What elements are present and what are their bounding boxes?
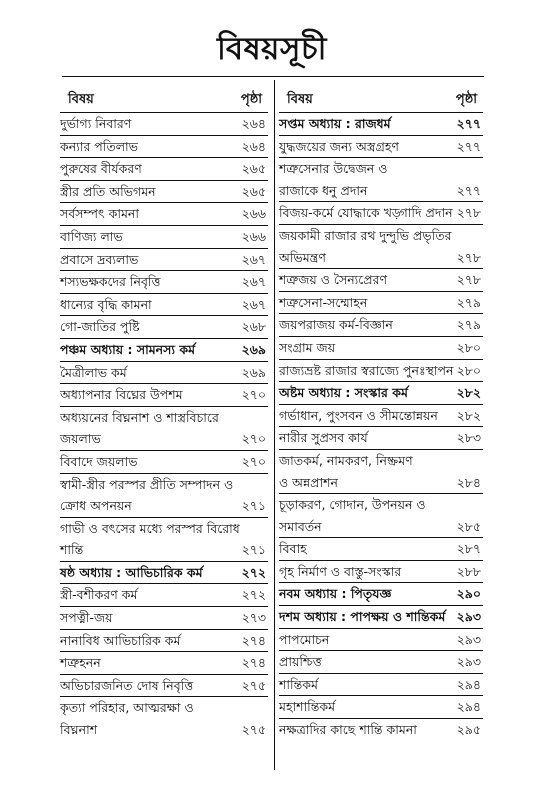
toc-entry	[279, 629, 483, 652]
toc-entry	[60, 407, 268, 429]
entry-title: জয়পরাজয় কর্ম-বিজ্ঞান	[279, 317, 393, 333]
entry-page-number: ২৬৯	[241, 364, 266, 380]
entry-page-number: ২৮৫	[456, 518, 481, 534]
entry-title: স্ত্রী-বশীকরণ কর্ম	[60, 587, 138, 603]
entry-page-number: ২৯০	[456, 586, 481, 602]
toc-entry	[279, 674, 483, 697]
entry-page-number: ২৮৭	[456, 541, 481, 557]
toc-entry	[60, 495, 268, 518]
entry-page-number: ২৯৫	[456, 722, 481, 738]
column-divider	[274, 80, 275, 770]
entry-title: প্রায়শ্চিত্ত	[279, 654, 322, 670]
entry-title: শান্তি	[60, 542, 84, 558]
entry-page-number: ২৬৫	[241, 161, 266, 177]
entry-page-number: ২৮২	[456, 385, 481, 401]
entry-title: জাতকর্ম, নামকরণ, নিষ্ক্রমণ	[279, 452, 413, 468]
entry-page-number: ২৭৭	[456, 116, 481, 131]
entry-page-number: ২৭৮	[456, 272, 481, 288]
toc-entry	[279, 202, 483, 225]
entry-title: স্বামী-স্ত্রীর পরস্পর প্রীতি সম্পাদন ও	[60, 476, 234, 492]
toc-left-column	[60, 86, 268, 741]
entry-page-number: ২৮০	[456, 362, 481, 378]
entry-title: শত্রুসেনার উদ্বেজন ও	[279, 161, 388, 177]
toc-entry	[279, 360, 483, 383]
entry-title: কন্যার পতিলাভ	[60, 138, 138, 154]
entry-title: অভিচারজনিত দোষ নিবৃত্তি	[60, 677, 194, 693]
entry-page-number: ২৭৮	[456, 205, 481, 221]
entry-page-number: ২৬৪	[241, 116, 266, 131]
subject-header: বিষয়	[287, 92, 313, 107]
entry-title: মহাশান্তিকর্ম	[279, 699, 336, 715]
toc-entry	[279, 651, 483, 674]
chapter-heading	[60, 562, 268, 585]
toc-entry	[60, 249, 268, 272]
left-entry-list	[60, 113, 268, 741]
entry-title: শত্রুসেনা-সম্মোহন	[279, 294, 368, 310]
entry-title: জয়কামী রাজার রথ দুন্দুভি প্রভৃতির	[279, 227, 452, 243]
entry-title: গাভী ও বৎসের মধ্যে পরস্পর বিরোধ	[60, 520, 240, 536]
entry-page-number: ২৬৭	[241, 296, 266, 312]
toc-entry	[279, 561, 483, 584]
toc-entry	[279, 427, 483, 450]
toc-entry	[279, 405, 483, 428]
entry-page-number: ২৮৪	[456, 474, 481, 490]
entry-title: গো-জাতির পুষ্টি	[60, 319, 140, 335]
entry-title: বিঘ্ননাশ	[60, 722, 98, 738]
page-title: বিষয়সূচী	[216, 31, 328, 67]
entry-page-number: ২৭২	[241, 587, 266, 603]
entry-page-number: ২৯৩	[456, 609, 481, 625]
toc-entry	[279, 158, 483, 180]
toc-entry	[60, 697, 268, 719]
entry-title: শস্যভক্ষকদের নিবৃত্তি	[60, 274, 161, 290]
entry-title: পঞ্চম অধ্যায় : সামনস্য কর্ম	[60, 341, 196, 357]
entry-title: নবম অধ্যায় : পিতৃযজ্ঞ	[279, 586, 392, 602]
entry-page-number: ২৭০	[241, 387, 266, 403]
chapter-heading	[279, 583, 483, 606]
chapter-heading	[279, 606, 483, 629]
entry-page-number: ২৮৩	[456, 430, 481, 446]
toc-entry	[60, 113, 268, 136]
entry-title: নারীর সুপ্রসব কার্য	[279, 430, 368, 446]
entry-title: কৃত্যা পরিহার, আত্মরক্ষা ও	[60, 700, 194, 716]
entry-page-number: ২৭৪	[241, 632, 266, 648]
toc-entry	[279, 225, 483, 247]
subject-header: বিষয়	[68, 92, 94, 107]
entry-title: রাজাকে ধনু প্রদান	[279, 182, 368, 198]
toc-entry	[60, 316, 268, 339]
toc-entry	[60, 584, 268, 607]
entry-title: অধ্যাপনার বিঘ্নের উপশম	[60, 387, 183, 403]
entry-page-number: ২৬৬	[241, 206, 266, 222]
entry-page-number: ২৯৩	[456, 654, 481, 670]
toc-entry	[60, 203, 268, 226]
entry-title: নক্ষত্রাদির কাছে শান্তি কামনা	[279, 722, 417, 738]
entry-page-number: ২৮৮	[456, 563, 481, 579]
entry-title: সংগ্রাম জয়	[279, 339, 336, 355]
entry-page-number: ২৯৪	[456, 676, 481, 692]
toc-entry	[60, 294, 268, 317]
entry-page-number: ২৭৪	[241, 655, 266, 671]
toc-entry	[279, 292, 483, 315]
chapter-heading	[60, 339, 268, 362]
entry-page-number: ২৬৬	[241, 228, 266, 244]
entry-page-number: ২৬৪	[241, 138, 266, 154]
chapter-heading	[279, 382, 483, 405]
entry-title: শান্তিকর্ম	[279, 676, 318, 692]
entry-page-number: ২৭০	[241, 453, 266, 469]
entry-page-number: ২৭৯	[456, 294, 481, 310]
entry-page-number: ২৭২	[241, 564, 266, 580]
entry-title: শত্রুজয় ও সৈন্যপ্রেরণ	[279, 272, 388, 288]
entry-title: ধান্যের বৃদ্ধি কামনা	[60, 296, 152, 312]
toc-entry	[60, 384, 268, 407]
entry-page-number: ২৭০	[241, 431, 266, 447]
entry-title: স্ত্রীর প্রতি অভিগমন	[60, 183, 156, 199]
entry-title: সপ্তম অধ্যায় : রাজধর্ম	[279, 116, 391, 131]
entry-page-number: ২৬৭	[241, 274, 266, 290]
toc-entry	[279, 136, 483, 159]
entry-page-number: ২৯৪	[456, 699, 481, 715]
entry-title: গৃহ নির্মাণ ও বাস্তু-সংস্কার	[279, 563, 402, 579]
entry-title: জয়লাভ	[60, 431, 101, 447]
toc-entry	[60, 271, 268, 294]
entry-page-number: ২৭৮	[456, 249, 481, 265]
toc-entry	[279, 494, 483, 516]
chapter-heading	[279, 113, 483, 136]
entry-title: মৈত্রীলাভ কর্ম	[60, 364, 127, 380]
toc-entry	[279, 450, 483, 472]
toc-entry	[279, 247, 483, 270]
entry-title: অধ্যয়নের বিঘ্ননাশ ও শাস্ত্রবিচারে	[60, 409, 219, 425]
entry-title: শত্রুহনন	[60, 655, 101, 671]
entry-page-number: ২৭৭	[456, 138, 481, 154]
toc-entry	[279, 314, 483, 337]
toc-entry	[279, 180, 483, 203]
toc-entry	[60, 181, 268, 204]
entry-title: ষষ্ঠ অধ্যায় : আভিচারিক কর্ম	[60, 564, 203, 580]
toc-entry	[279, 538, 483, 561]
right-column-header	[279, 86, 483, 113]
entry-title: বিবাদে জয়লাভ	[60, 453, 138, 469]
toc-entry	[60, 518, 268, 540]
toc-entry	[60, 136, 268, 159]
entry-page-number: ২৮০	[456, 339, 481, 355]
entry-title: সমাবর্তন	[279, 518, 322, 534]
entry-page-number: ২৬৮	[241, 319, 266, 335]
toc-entry	[279, 696, 483, 719]
toc-entry	[279, 269, 483, 292]
entry-page-number: ২৭৭	[456, 182, 481, 198]
toc-entry	[60, 362, 268, 385]
entry-title: গর্ভাধান, পুংসবন ও সীমন্তোন্নয়ন	[279, 407, 438, 423]
entry-title: বিবাহ	[279, 541, 307, 557]
toc-entry	[279, 337, 483, 360]
toc-entry	[279, 719, 483, 741]
entry-title: ক্রোধ অপনয়ন	[60, 498, 132, 514]
entry-title: বিজয়-কর্মে যোদ্ধাকে খড়্গাদি প্রদান	[279, 205, 453, 221]
entry-title: নানাবিধ আভিচারিক কর্ম	[60, 632, 181, 648]
toc-entry	[60, 719, 268, 741]
entry-page-number: ২৬৯	[241, 341, 266, 357]
entry-title: চূড়াকরণ, গোদান, উপনয়ন ও	[279, 497, 426, 513]
toc-right-column	[279, 86, 483, 741]
entry-title: দুর্ভাগ্য নিবারণ	[60, 116, 132, 131]
entry-title: অষ্টম অধ্যায় : সংস্কার কর্ম	[279, 385, 408, 401]
entry-page-number: ২৭১	[241, 542, 266, 558]
entry-title: পুরুষের বীর্যকরণ	[60, 161, 142, 177]
toc-entry	[60, 226, 268, 249]
entry-title: পাপমোচন	[279, 631, 330, 647]
entry-title: প্রবাসে দ্রব্যলাভ	[60, 251, 139, 267]
entry-page-number: ২৯৩	[456, 631, 481, 647]
entry-page-number: ২৮২	[456, 407, 481, 423]
toc-entry	[60, 607, 268, 630]
entry-title: ও অন্নপ্রাশন	[279, 474, 338, 490]
page-header: পৃষ্ঠা	[240, 92, 262, 107]
toc-entry	[60, 158, 268, 181]
toc-entry	[60, 652, 268, 675]
toc-entry	[60, 539, 268, 562]
right-entry-list	[279, 113, 483, 741]
entry-title: দশম অধ্যায় : পাপক্ষয় ও শান্তিকর্ম	[279, 609, 446, 625]
entry-title: অভিমন্ত্রণ	[279, 249, 326, 265]
entry-page-number: ২৭১	[241, 498, 266, 514]
entry-page-number: ২৭৩	[241, 610, 266, 626]
entry-title: সর্বসম্পৎ কামনা	[60, 206, 140, 222]
entry-page-number: ২৭৫	[241, 677, 266, 693]
page-header: পৃষ্ঠা	[455, 92, 477, 107]
toc-entry	[60, 428, 268, 451]
toc-entry	[60, 451, 268, 474]
entry-page-number: ২৭৫	[241, 722, 266, 738]
left-column-header	[60, 86, 268, 113]
entry-title: রাজ্যভ্রষ্ট রাজার স্বরাজ্যে পুনঃস্থাপন	[279, 362, 454, 378]
toc-entry	[60, 630, 268, 653]
entry-title: বাণিজ্য লাভ	[60, 228, 123, 244]
toc-entry	[60, 474, 268, 496]
entry-page-number: ২৬৭	[241, 251, 266, 267]
entry-page-number: ২৭৯	[456, 317, 481, 333]
entry-title: সপত্নী-জয়	[60, 610, 113, 626]
toc-entry	[279, 516, 483, 539]
entry-title: যুদ্ধজয়ের জন্য অস্ত্রগ্রহণ	[279, 138, 399, 154]
entry-page-number: ২৬৫	[241, 183, 266, 199]
title-rule	[62, 76, 484, 77]
toc-entry	[279, 472, 483, 495]
toc-entry	[60, 675, 268, 698]
